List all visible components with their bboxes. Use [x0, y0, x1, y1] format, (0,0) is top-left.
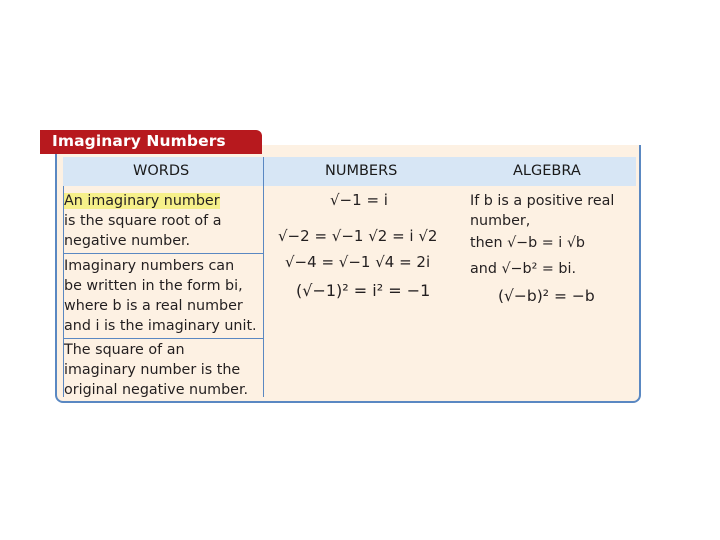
algebra-line: (√−b)² = −b — [498, 287, 595, 305]
numbers-example-3: √−4 = √−1 √4 = 2i — [285, 253, 431, 271]
title-banner — [40, 130, 262, 154]
words-text: is the square root of a — [64, 213, 222, 229]
words-text: negative number. — [64, 233, 191, 249]
words-text: The square of an — [64, 342, 185, 358]
words-text: be written in the form bi, — [64, 278, 243, 294]
numbers-example-2: √−2 = √−1 √2 = i √2 — [278, 227, 438, 245]
table-header — [63, 157, 636, 186]
algebra-line: then √−b = i √b — [470, 235, 586, 251]
words-text: Imaginary numbers can — [64, 258, 235, 274]
header-algebra: ALGEBRA — [513, 163, 581, 179]
words-text: imaginary number is the — [64, 362, 241, 378]
header-words: WORDS — [133, 163, 190, 179]
words-definition — [64, 191, 264, 251]
page-title: Imaginary Numbers — [52, 132, 226, 150]
words-text: and i is the imaginary unit. — [64, 318, 257, 334]
highlighted-term: An imaginary number — [64, 193, 220, 209]
numbers-example-4: (√−1)² = i² = −1 — [296, 281, 431, 300]
header-numbers: NUMBERS — [325, 163, 398, 179]
algebra-line: number, — [470, 213, 531, 229]
row-divider — [64, 253, 263, 254]
numbers-example-1: √−1 = i — [330, 191, 388, 209]
words-text: original negative number. — [64, 382, 249, 398]
words-square — [64, 340, 264, 400]
row-divider — [64, 338, 263, 339]
algebra-line: If b is a positive real — [470, 193, 615, 209]
algebra-line: and √−b² = bi. — [470, 261, 576, 277]
words-form — [64, 256, 264, 336]
words-text: where b is a real number — [64, 298, 243, 314]
